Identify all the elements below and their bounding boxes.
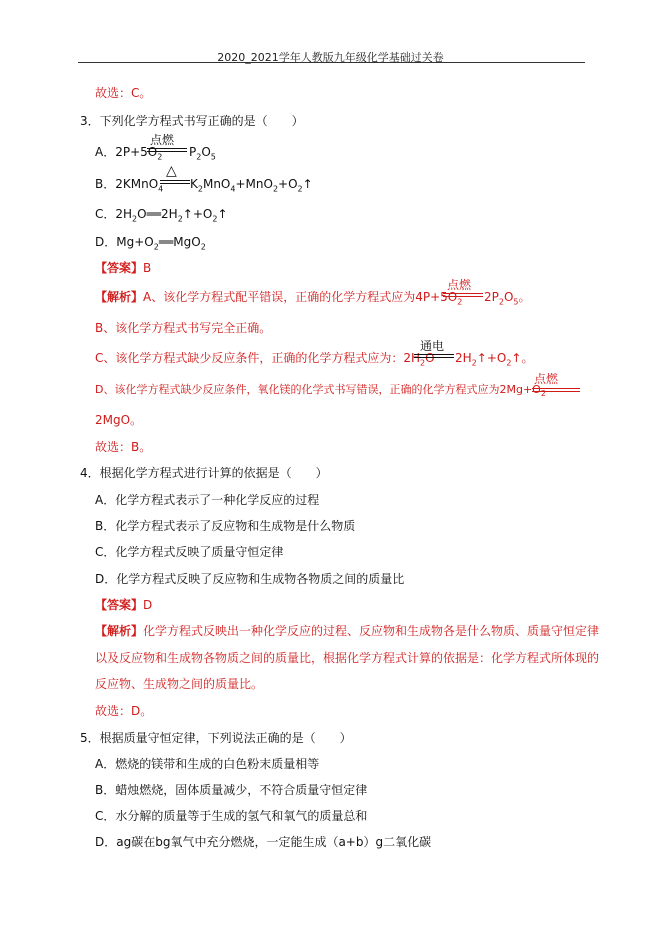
- q3-option-b-product: $K_2MnO_4+MnO_2+O_2↑$: [190, 177, 313, 194]
- q4-option-c: C．化学方程式反映了质量守恒定律: [95, 545, 284, 559]
- q3-analysis-c-condition: 通电: [420, 339, 445, 353]
- q4-final-answer: 故选：D。: [95, 704, 153, 718]
- q3-analysis-d-continued: 2MgO。: [95, 413, 143, 427]
- q3-analysis-d-reaction-line: [532, 388, 580, 389]
- q4-option-d: D．化学方程式反映了反应物和生成物各物质之间的质量比: [95, 572, 405, 586]
- q5-option-c: C．水分解的质量等于生成的氢气和氧气的质量总和: [95, 809, 368, 823]
- q3-analysis-a-product: $2P_2O_5$。: [484, 290, 531, 307]
- q3-option-a-reaction-line: [147, 148, 187, 149]
- q3-option-a-reaction-line-2: [147, 151, 187, 152]
- q4-answer: 【答案】D: [95, 598, 153, 612]
- q4-option-b: B．化学方程式表示了反应物和生成物是什么物质: [95, 519, 356, 533]
- header-rule: [78, 62, 585, 63]
- q3-answer: 【答案】B: [95, 261, 152, 275]
- q5-option-a: A．燃烧的镁带和生成的白色粉末质量相等: [95, 757, 320, 771]
- q3-option-b-reaction-line: [160, 180, 190, 181]
- q3-analysis-d-condition: 点燃: [534, 372, 559, 386]
- q5-stem: 5．根据质量守恒定律，下列说法正确的是（ ）: [80, 731, 352, 745]
- q3-final-answer: 故选：B。: [95, 440, 152, 454]
- q3-option-b-reaction-line-2: [160, 183, 190, 184]
- q3-option-a-condition: 点燃: [150, 133, 175, 147]
- q4-analysis-line-3: 反应物、生成物之间的质量比。: [95, 677, 264, 691]
- q3-analysis-c-reaction-line: [414, 354, 454, 355]
- q3-analysis-c-product: $2H_2↑+O_2↑$。: [455, 351, 534, 368]
- q5-option-b: B．蜡烛燃烧，固体质量减少，不符合质量守恒定律: [95, 783, 368, 797]
- q3-analysis-c: C、该化学方程式缺少反应条件，正确的化学方程式应为：$2H_2O$: [95, 351, 435, 368]
- q3-analysis-d-reaction-line-2: [532, 391, 580, 392]
- q3-option-c: C．$2H_2O══2H_2↑+O_2↑$: [95, 207, 228, 224]
- q4-option-a: A．化学方程式表示了一种化学反应的过程: [95, 493, 320, 507]
- q3-analysis-d: D、该化学方程式缺少反应条件，氧化镁的化学式书写错误，正确的化学方程式应为$2Mg+O_2$: [95, 383, 546, 399]
- q3-analysis-b: B、该化学方程式书写完全正确。: [95, 321, 272, 335]
- page-header: 2020_2021学年人教版九年级化学基础过关卷: [217, 51, 444, 64]
- q3-option-d: D．$Mg+O_2══MgO_2$: [95, 235, 206, 252]
- q4-analysis-line-2: 以及反应物和生成物各物质之间的质量比，根据化学方程式计算的依据是：化学方程式所体现的: [95, 651, 600, 665]
- q3-option-b-condition: △: [166, 163, 177, 179]
- q3-analysis-a: 【解析】A、该化学方程式配平错误，正确的化学方程式应为$4P+5O_2$: [95, 290, 463, 307]
- q3-analysis-c-reaction-line-2: [414, 357, 454, 358]
- q4-analysis-line-1: 【解析】化学方程式反映出一种化学反应的过程、反应物和生成物各是什么物质、质量守恒定律: [95, 624, 600, 638]
- prev-final-answer: 故选：C。: [95, 86, 152, 100]
- q3-analysis-a-condition: 点燃: [447, 278, 472, 292]
- q5-option-d: D．ag碳在bg氧气中充分燃烧，一定能生成（a+b）g二氧化碳: [95, 835, 432, 849]
- q3-option-b: B．2KMnO$_4$: [95, 177, 164, 194]
- q3-analysis-a-reaction-line-2: [443, 296, 483, 297]
- q3-analysis-a-reaction-line: [443, 293, 483, 294]
- q3-option-a: A．$2P+5O_2$: [95, 145, 163, 162]
- q3-option-a-product: $P_2O_5$: [189, 145, 216, 162]
- q4-stem: 4．根据化学方程式进行计算的依据是（ ）: [80, 466, 328, 480]
- q3-stem: 3．下列化学方程式书写正确的是（ ）: [80, 114, 304, 128]
